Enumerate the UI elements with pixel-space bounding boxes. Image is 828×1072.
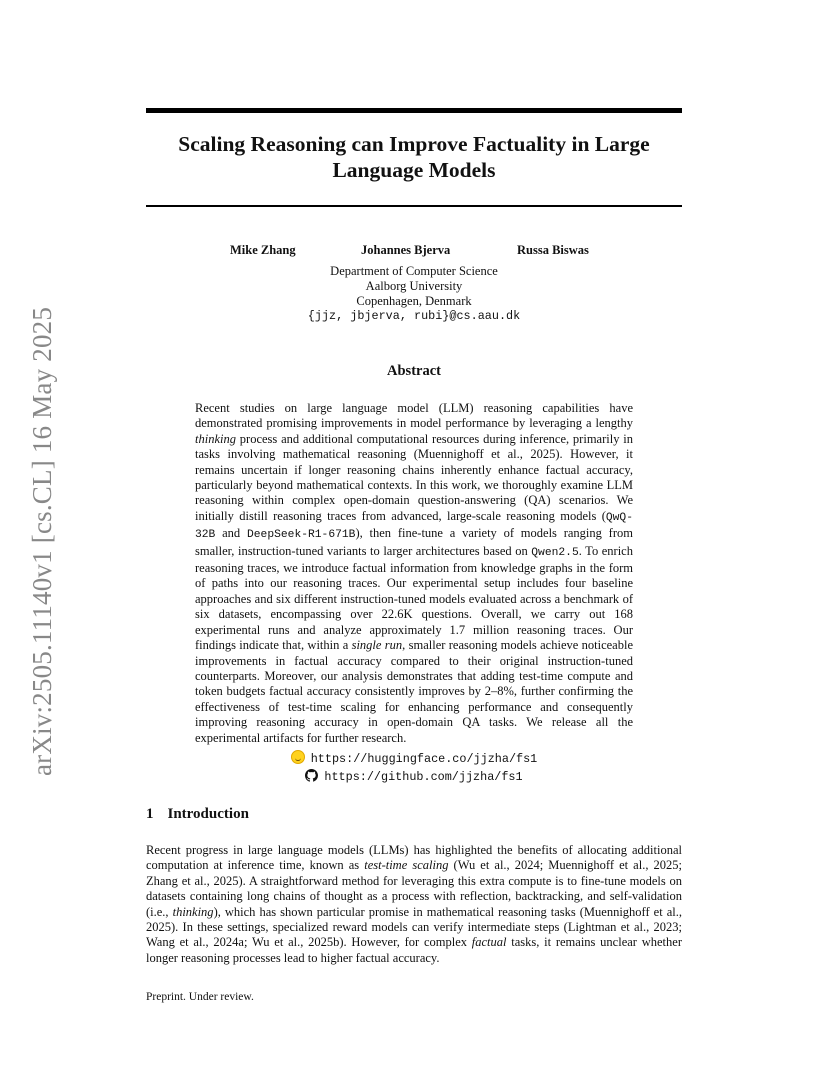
abstract-body [195,401,633,746]
huggingface-link-row[interactable] [146,750,682,768]
intro-text: (Wu et al., 2024; Muennighoff et al., 2025; Zhang et al., 2025). A straightforward method for leveraging this extra compute is to fine-tune models on datasets containing long chains of thought as a process with reflection, backtracking, and self-validation (i.e., [146,858,683,919]
intro-emphasis: factual [471,935,507,950]
abstract-text: . To enrich reasoning traces, we introduce factual information from knowledge graphs in the form of paths into our reasoning traces. Our experimental setup includes four baseline approaches and six different instruction-tuned models evaluated across a benchmark of six datasets, encompassing over 22.6K questions. Overall, we carry out 168 experimental runs and analyze approximately 1.7 million reasoning traces. Our findings indicate that, within a [195,543,633,653]
github-link-row[interactable] [146,768,682,786]
abstract-heading: Abstract [387,363,441,379]
abstract-code: Qwen2.5 [531,546,579,559]
github-icon [305,769,318,782]
affiliation-university: Aalborg University [365,279,463,293]
huggingface-link[interactable]: https://huggingface.co/jjzha/fs1 [310,752,538,766]
abstract-text: Recent studies on large language model (LLM) reasoning capabilities have demonstrated promising improvements in model performance by leveraging a lengthy [195,401,633,431]
intro-emphasis: test-time scaling [364,858,449,873]
abstract-text: ), then fine-tune a variety of models ranging from smaller, instruction-tuned variants to larger architectures based on [195,526,633,558]
abstract-emphasis: single run [351,638,403,653]
footer-note: Preprint. Under review. [146,991,254,1003]
arxiv-stamp: arXiv:2505.11140v1 [cs.CL] 16 May 2025 [27,306,57,776]
github-link[interactable]: https://github.com/jjzha/fs1 [324,770,523,784]
abstract-text: process and additional computational resources during inference, primarily in tasks involving mathematical reasoning (Muennighoff et al., 2025). However, it remains uncertain if longer reasoning chains inherently enhance factual accuracy, particularly beyond mathematical contexts. In this work, we thoroughly examine LLM reasoning within complex open-domain question-answering (QA) scenarios. We initially distill reasoning traces from advanced, large-scale reasoning models ( [195,431,633,523]
title-rule-top [146,108,682,113]
huggingface-icon [291,750,305,764]
intro-emphasis: thinking [172,904,214,919]
abstract-text: , smaller reasoning models achieve noticeable improvements in factual accuracy compared to their original instruction-tuned counterparts. Moreover, our analysis demonstrates that adding test-time compute and token budgets factual accuracy consistently improves by 2–8%, further confirming the effectiveness of test-time scaling for enhancing performance and consequently improving reasoning accuracy in open-domain QA tasks. We release all the experimental artifacts for further research. [195,638,633,745]
affiliation [146,264,682,324]
introduction-body [146,843,682,966]
abstract-emphasis: thinking [195,431,236,446]
intro-text: Recent progress in large language models (LLMs) has highlighted the benefits of allocating additional computation at inference time, known as [146,843,682,873]
abstract-code: QwQ-32B [195,511,633,542]
paper-title: Scaling Reasoning can Improve Factuality in Large Language Models [178,132,650,182]
abstract-text: and [215,526,247,541]
affiliation-email[interactable]: {jjz, jbjerva, rubi}@cs.aau.dk [307,309,521,323]
affiliation-location: Copenhagen, Denmark [356,294,472,308]
section-title: Introduction [167,806,249,822]
affiliation-department: Department of Computer Science [330,264,498,278]
section-heading-introduction [146,806,249,823]
intro-text: ), which has shown particular promise in mathematical reasoning tasks (Muennighoff et al., 2025). In these settings, specialized reward models can verify intermediate steps (Lightman et al., 2023; Wang et al., 2024a; Wu et al., 2025b). However, for complex [146,904,683,950]
resource-links [146,750,682,786]
author-name: Russa Biswas [517,243,589,257]
author-name: Mike Zhang [230,243,296,257]
author-name: Johannes Bjerva [361,243,451,257]
abstract-code: DeepSeek-R1-671B [246,529,356,542]
section-number: 1 [146,806,154,822]
title-rule-bottom [146,205,682,207]
intro-text: tasks, it remains unclear whether longer reasoning processes lead to higher factual accuracy. [146,935,682,965]
